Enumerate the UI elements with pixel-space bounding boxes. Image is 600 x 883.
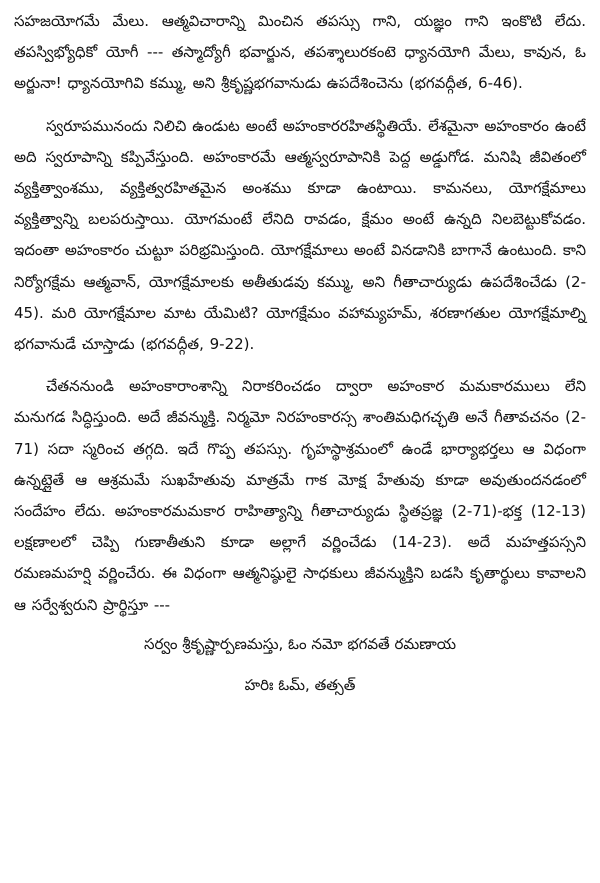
paragraph-gap — [14, 360, 586, 371]
paragraph-gap — [14, 100, 586, 111]
closing-invocation: సర్వం శ్రీకృష్ణార్పణమస్తు, ఓం నమో భగవతే రమణాయ — [143, 634, 457, 653]
paragraph-2: స్వరూపమునందు నిలిచి ఉండుట అంటే అహంకారరహితస్థితియే. లేశమైనా అహంకారం ఉంటే అది స్వరూపాన్ని కప్పివేస్తుంది. అహంకారమే ఆత్మస్వరూపానికి పెద్ద అడ్డుగోడ. మనిషి జీవితంలో వ్యక్తిత్వాంశము, వ్యక్తిత్వరహితమైన అంశము కూడా ఉంటాయి. కామనలు, యోగక్షేమాలు వ్యక్తిత్వాన్ని బలపరుస్తాయి. యోగమంటే లేనిది రావడం, క్షేమం అంటే ఉన్నది నిలబెట్టుకోవడం. ఇదంతా అహంకారం చుట్టూ పరిభ్రమిస్తుంది. యోగక్షేమాలు అంటే వినడానికి బాగానే ఉంటుంది. కాని నిర్యోగక్షేమ ఆత్మవాన్, యోగక్షేమాలకు అతీతుడవు కమ్ము, అని గీతాచార్యుడు ఉపదేశించేడు (2-45). మరి యోగక్షేమాల మాట యేమిటి? యోగక్షేమం వహామ్యహమ్, శరణాగతుల యోగక్షేమాల్ని భగవానుడే చూస్తాడు (భగవద్గీత, 9-22). — [14, 116, 586, 354]
paragraph-1: సహజయోగమే మేలు. ఆత్మవిచారాన్ని మించిన తపస్సు గాని, యజ్ఞం గాని ఇంకొటి లేదు. తపస్విభ్యోధికో యోగీ --- తస్మాద్యోగీ భవార్జున, తపశ్శాలురకంటె ధ్యానయోగి మేలు, కావున, ఓ అర్జునా! ధ్యానయోగివి కమ్ము, అని శ్రీకృష్ణభగవానుడు ఉపదేశించెను (భగవద్గీత, 6-46). — [14, 12, 586, 93]
final-invocation: హరిః ఓమ్, తత్సత్ — [244, 675, 356, 694]
paragraph-3: చేతననుండి అహంకారాంశాన్ని నిరాకరించడం ద్వారా అహంకార మమకారములు లేని మనుగడ సిద్ధిస్తుంది. అదే జీవన్ముక్తి. నిర్మమో నిరహంకారస్స శాంతిమధిగచ్ఛతి అనే గీతావచనం (2-71) సదా స్మరించ తగ్గది. ఇదే గొప్ప తపస్సు. గృహస్థాశ్రమంలో ఉండే భార్యాభర్తలు ఆ విధంగా ఉన్నట్లైతే ఆ ఆశ్రమమే సుఖహేతువు మాత్రమే గాక మోక్ష హేతువు కూడా అవుతుందనడంలో సందేహం లేదు. అహంకారమమకార రాహిత్యాన్ని గీతాచార్యుడు స్థితప్రజ్ఞ (2-71)-భక్త (12-13) లక్షణాలలో చెప్పి గుణాతీతుని కూడా అల్లాగే వర్ణించేడు (14-23). అదే మహత్తపస్సని రమణమహర్షి వర్ణించేరు. ఈ విధంగా ఆత్మనిష్ఠులై సాధకులు జీవన్ముక్తిని బడసి కృతార్థులు కావాలని ఆ సర్వేశ్వరుని ప్రార్థిస్తూ --- — [14, 377, 586, 614]
